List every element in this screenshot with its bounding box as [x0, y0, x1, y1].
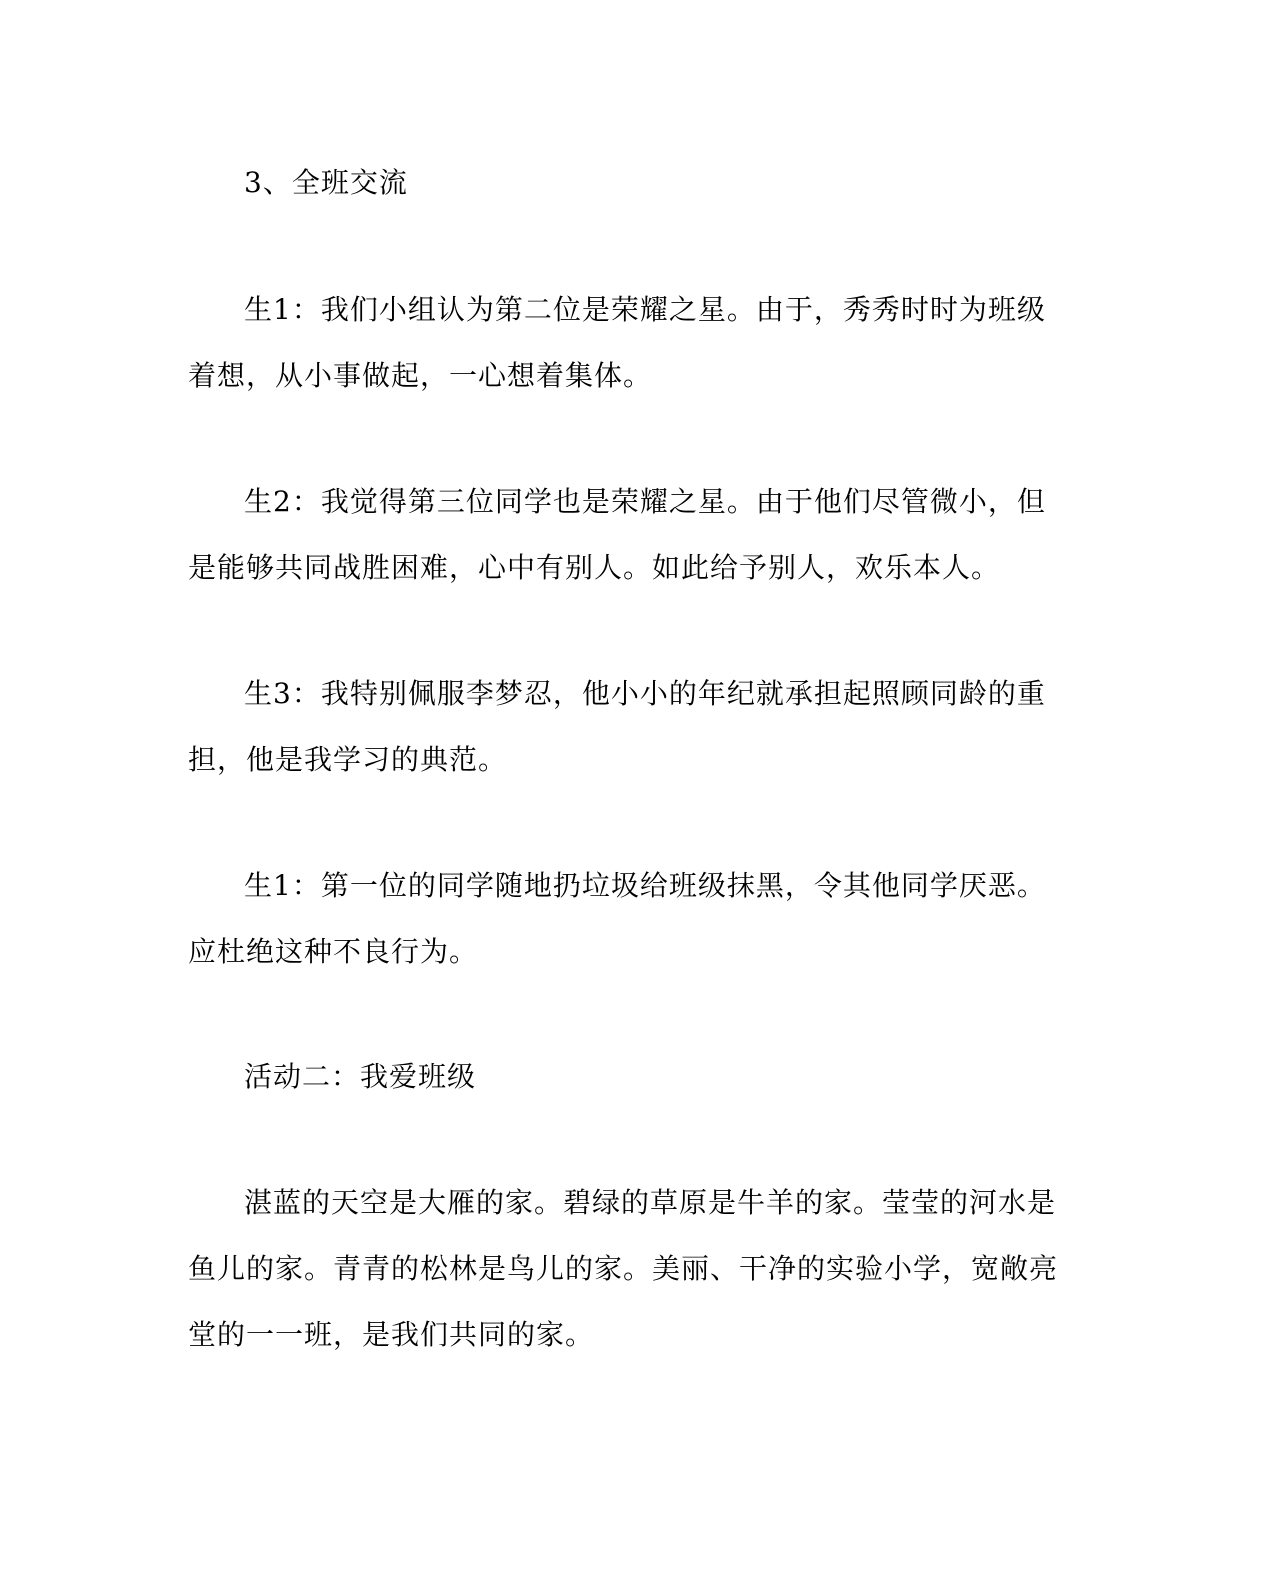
paragraph-student-1-comment: 生1：我们小组认为第二位是荣耀之星。由于，秀秀时时为班级着想，从小事做起，一心想着集体。 [188, 293, 1046, 392]
paragraph-student-1-second-comment: 生1：第一位的同学随地扔垃圾给班级抹黑，令其他同学厌恶。应杜绝这种不良行为。 [188, 869, 1046, 968]
paragraph-our-home: 湛蓝的天空是大雁的家。碧绿的草原是牛羊的家。莹莹的河水是鱼儿的家。青青的松林是鸟儿的家。美丽、干净的实验小学，宽敞亮堂的一一班，是我们共同的家。 [188, 1186, 1059, 1351]
section-heading-class-discussion: 3、全班交流 [244, 166, 408, 199]
section-heading-activity-two: 活动二：我爱班级 [244, 1060, 477, 1093]
paragraph-student-3-comment: 生3：我特别佩服李梦忍，他小小的年纪就承担起照顾同龄的重担，他是我学习的典范。 [188, 677, 1046, 776]
paragraph-student-2-comment: 生2：我觉得第三位同学也是荣耀之星。由于他们尽管微小，但是能够共同战胜困难，心中有别人。如此给予别人，欢乐本人。 [188, 485, 1046, 584]
